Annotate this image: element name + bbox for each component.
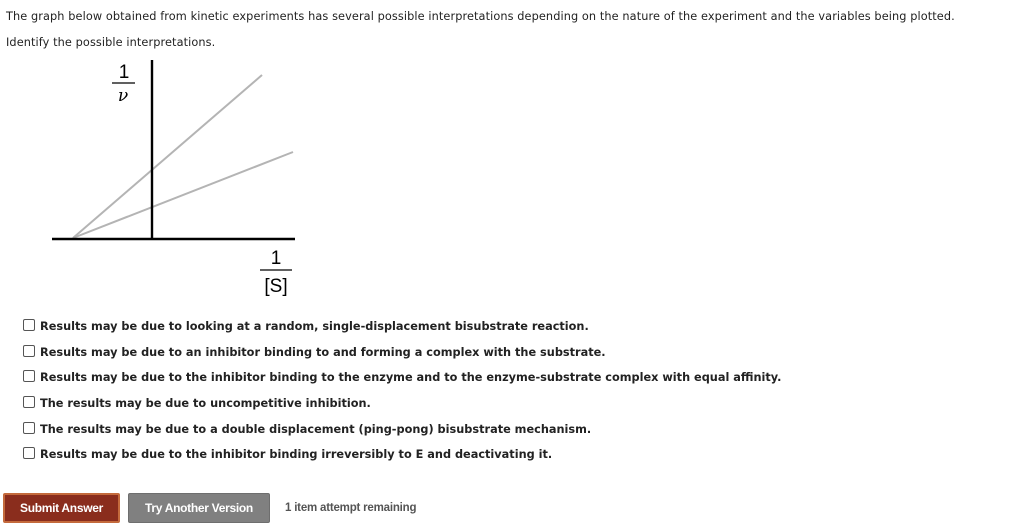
choice-3-checkbox[interactable]	[23, 370, 35, 382]
answer-choices	[23, 314, 781, 468]
x-label-denominator: [S]	[264, 276, 288, 297]
y-label-denominator: ν	[117, 86, 129, 106]
attempts-remaining: 1 item attempt remaining	[285, 502, 417, 514]
y-label-numerator: 1	[118, 62, 130, 83]
choice-1-checkbox[interactable]	[23, 319, 35, 331]
question-line-2: Identify the possible interpretations.	[6, 36, 216, 49]
submit-answer-button[interactable]: Submit Answer	[3, 493, 120, 523]
choice-6[interactable]	[23, 442, 781, 468]
choice-4-checkbox[interactable]	[23, 396, 35, 408]
choice-1-label[interactable]: Results may be due to looking at a random, single-displacement bisubstrate reaction.	[40, 320, 589, 334]
action-bar	[3, 493, 416, 523]
try-another-version-button[interactable]: Try Another Version	[128, 493, 270, 523]
choice-4[interactable]	[23, 391, 781, 417]
choice-3-label[interactable]: Results may be due to the inhibitor binding to the enzyme and to the enzyme-substrate complex with equal affinity.	[40, 371, 782, 385]
choice-2[interactable]	[23, 340, 781, 366]
choice-6-label[interactable]: Results may be due to the inhibitor binding irreversibly to E and deactivating it.	[40, 448, 553, 462]
plot-line-steep	[73, 75, 262, 238]
choice-4-label[interactable]: The results may be due to uncompetitive inhibition.	[40, 397, 371, 411]
plot-line-shallow	[73, 152, 293, 238]
x-label-numerator: 1	[270, 248, 282, 269]
choice-5[interactable]	[23, 416, 781, 442]
choice-2-checkbox[interactable]	[23, 345, 35, 357]
choice-6-checkbox[interactable]	[23, 447, 35, 459]
choice-5-checkbox[interactable]	[23, 422, 35, 434]
choice-3[interactable]	[23, 365, 781, 391]
choice-1[interactable]	[23, 314, 781, 340]
question-line-1: The graph below obtained from kinetic experiments has several possible interpretations depending on the nature of the experiment and the variables being plotted.	[6, 10, 955, 23]
choice-5-label[interactable]: The results may be due to a double displacement (ping-pong) bisubstrate mechanism.	[40, 422, 592, 436]
choice-2-label[interactable]: Results may be due to an inhibitor binding to and forming a complex with the substrate.	[40, 345, 606, 359]
lineweaver-burk-graph	[0, 0, 320, 310]
